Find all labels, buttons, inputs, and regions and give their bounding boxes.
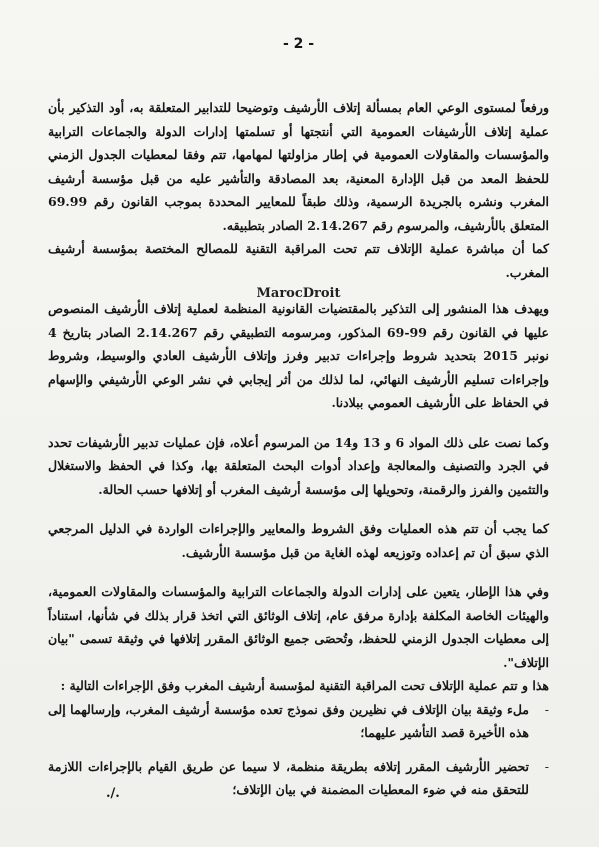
paragraph-reference-guide: كما يجب أن تتم هذه العمليات وفق الشروط والمعايير والإجراءات الواردة في الدليل المرجعي الذي سبق أن تم إعداده وتوزيعه لهذه الغاية من قبل مؤسسة الأرشيف.	[48, 521, 549, 560]
page-number: - 2 -	[282, 36, 315, 52]
paragraph-procedure-intro: هذا و تتم عملية الإتلاف تحت المراقبة التقنية لمؤسسة أرشيف المغرب وفق الإجراءات التالية :	[60, 678, 549, 693]
paragraph-technical-supervision: كما أن مباشرة عملية الإتلاف تتم تحت المراقبة التقنية للمصالح المختصة بمؤسسة أرشيف المغرب.	[48, 241, 549, 280]
bullet-mark: -	[544, 701, 549, 717]
paragraph-management-operations: وكما نصت على ذلك المواد 6 و 13 و14 من المرسوم أعلاه، فإن عمليات تدبير الأرشيفات تحدد في الجرد والتصنيف والمعالجة وإعداد أدوات البحث المتعلقة بها، وكذا في الحفظ والاستغلال والتثمين والفرز والرقمنة، وتحويلها إلى مؤسسة أرشيف المغرب أو إتلافها حسب الحالة.	[48, 434, 549, 497]
paragraph-circular-purpose: ويهدف هذا المنشور إلى التذكير بالمقتضيات القانونية المنظمة لعملية إتلاف الأرشيف المنصوص عليها في القانون رقم 99-69 المذكور، ومرسومه التطبيقي رقم 2.14.267 الصادر بتاريخ 4 نونبر 2015 بتحديد شروط وإجراءات تدبير وفرز وإتلاف الأرشيف العادي والوسيط، وشروط وإجراءات تسليم الأرشيف النهائي، لما لذلك من أثر إيجابي في نشر الوعي الأرشيفي والإسهام في الحفاظ على الأرشيف العمومي ببلادنا.	[48, 301, 550, 410]
bullet-mark: -	[544, 758, 549, 774]
bullet-text: تحضير الأرشيف المقرر إتلافه بطريقة منظمة، لا سيما عن طريق القيام بالإجراءات اللازمة للتحقق منه في ضوء المعطيات المضمنة في بيان الإتلاف؛	[48, 758, 529, 797]
list-item	[48, 755, 549, 802]
list-item	[48, 698, 549, 745]
continuation-mark: ./.	[106, 786, 120, 801]
watermark-marocdroit: MarocDroit	[256, 286, 341, 301]
bullet-text: ملء وثيقة بيان الإتلاف في نظيرين وفق نموذج تعده مؤسسة أرشيف المغرب، وإرسالهما إلى هذه الأخيرة قصد التأشير عليهما؛	[48, 701, 529, 740]
paragraph-archive-destruction-awareness: ورفعاً لمستوى الوعي العام بمسألة إتلاف الأرشيف وتوضيحا للتدابير المتعلقة به، أود التذكير بأن عملية إتلاف الأرشيفات العمومية التي أنتجتها أو تسلمتها إدارات الدولة والجماعات الترابية والمؤسسات والمقاولات العمومية في إطار مزاولتها لمهامها، تتم وفقا لمعطيات الجدول الزمني للحفظ المعد من قبل الإدارة المعنية، بعد المصادقة والتأشير عليه من قبل مؤسسة أرشيف المغرب ونشره بالجريدة الرسمية، وذلك طبقاً للمعايير المحددة بموجب القانون رقم 69.99 المتعلق بالأرشيف، والمرسوم رقم 2.14.267 الصادر بتطبيقه.	[48, 100, 549, 233]
paragraph-destruction-obligation: وفي هذا الإطار، يتعين على إدارات الدولة والجماعات الترابية والمؤسسات والمقاولات العمومية، والهيئات الخاصة المكلفة بإدارة مرفق عام، إتلاف الوثائق التي اتخذ قرار بذلك في شأنها، استناداً إلى معطيات الجدول الزمني للحفظ، وتُحصَى جميع الوثائق المقرر إتلافها في وثيقة تسمى "بيان الإتلاف".	[48, 584, 549, 670]
